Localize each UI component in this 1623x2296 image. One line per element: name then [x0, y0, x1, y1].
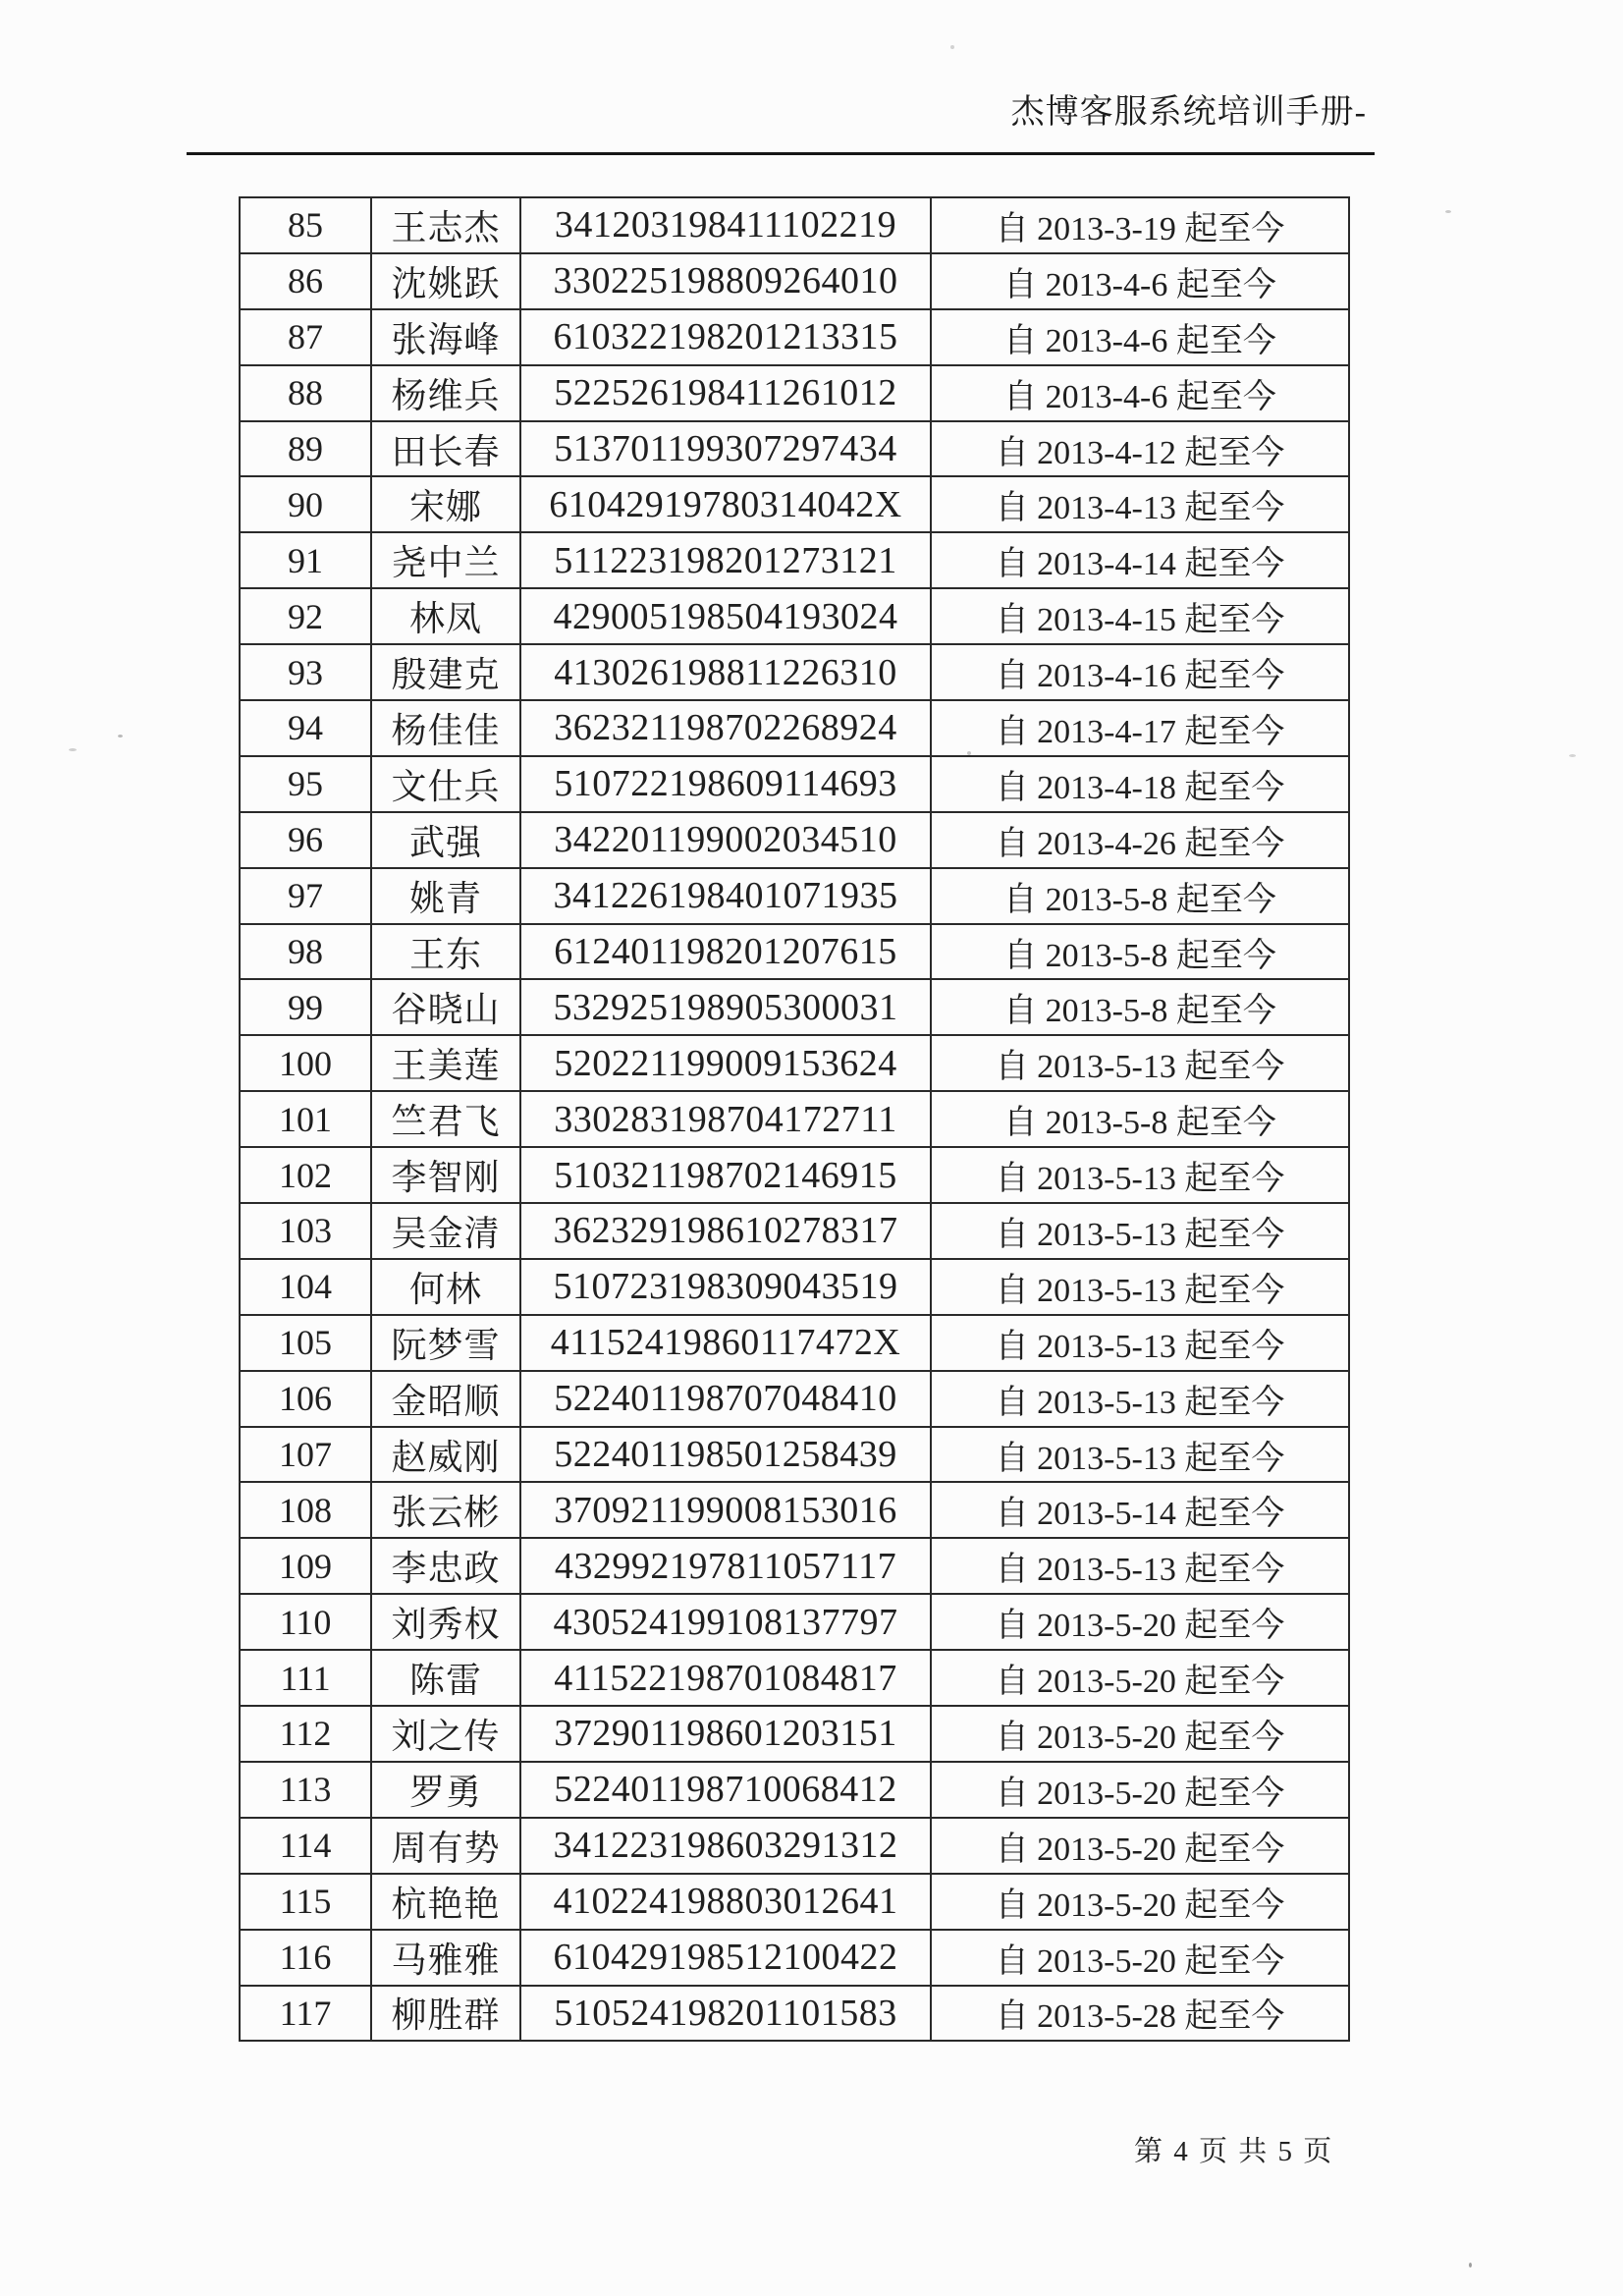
table-row — [240, 1091, 1349, 1147]
row-number-cell: 89 — [240, 421, 371, 477]
table-row — [240, 197, 1349, 253]
name-cell: 尧中兰 — [371, 532, 520, 588]
table-row — [240, 476, 1349, 532]
row-number-cell: 98 — [240, 924, 371, 980]
table-row — [240, 756, 1349, 812]
table-row — [240, 1818, 1349, 1874]
table-row — [240, 1762, 1349, 1818]
name-cell: 姚青 — [371, 868, 520, 924]
period-cell: 自 2013-5-8 起至今 — [931, 868, 1349, 924]
name-cell: 李忠政 — [371, 1538, 520, 1594]
table-row — [240, 309, 1349, 365]
id-number-cell: 522401198501258439 — [520, 1427, 931, 1483]
table-row — [240, 532, 1349, 588]
name-cell: 王美莲 — [371, 1035, 520, 1091]
period-cell: 自 2013-4-18 起至今 — [931, 756, 1349, 812]
period-cell: 自 2013-4-15 起至今 — [931, 588, 1349, 644]
row-number-cell: 112 — [240, 1706, 371, 1762]
table-row — [240, 365, 1349, 421]
period-cell: 自 2013-5-8 起至今 — [931, 979, 1349, 1035]
name-cell: 杭艳艳 — [371, 1874, 520, 1930]
row-number-cell: 104 — [240, 1259, 371, 1315]
name-cell: 罗勇 — [371, 1762, 520, 1818]
id-number-cell: 513701199307297434 — [520, 421, 931, 477]
scan-speck — [1445, 210, 1451, 213]
name-cell: 柳胜群 — [371, 1986, 520, 2042]
period-cell: 自 2013-4-14 起至今 — [931, 532, 1349, 588]
id-number-cell: 610429198512100422 — [520, 1930, 931, 1986]
name-cell: 金昭顺 — [371, 1371, 520, 1427]
name-cell: 沈姚跃 — [371, 253, 520, 309]
table-row — [240, 868, 1349, 924]
scan-speck — [967, 751, 971, 755]
name-cell: 陈雷 — [371, 1650, 520, 1706]
scan-speck — [1469, 2263, 1472, 2268]
name-cell: 杨维兵 — [371, 365, 520, 421]
period-cell: 自 2013-3-19 起至今 — [931, 197, 1349, 253]
row-number-cell: 95 — [240, 756, 371, 812]
table-row — [240, 1259, 1349, 1315]
period-cell: 自 2013-4-17 起至今 — [931, 700, 1349, 756]
id-number-cell: 41152419860117472X — [520, 1315, 931, 1371]
table-row — [240, 1147, 1349, 1203]
id-number-cell: 610322198201213315 — [520, 309, 931, 365]
id-number-cell: 61042919780314042X — [520, 476, 931, 532]
id-number-cell: 510524198201101583 — [520, 1986, 931, 2042]
row-number-cell: 93 — [240, 644, 371, 700]
table-row — [240, 1538, 1349, 1594]
name-cell: 竺君飞 — [371, 1091, 520, 1147]
row-number-cell: 101 — [240, 1091, 371, 1147]
row-number-cell: 113 — [240, 1762, 371, 1818]
name-cell: 谷晓山 — [371, 979, 520, 1035]
document-header-title: 杰博客服系统培训手册- — [1010, 94, 1367, 131]
table-row — [240, 1986, 1349, 2042]
name-cell: 王东 — [371, 924, 520, 980]
period-cell: 自 2013-5-13 起至今 — [931, 1147, 1349, 1203]
id-number-cell: 330283198704172711 — [520, 1091, 931, 1147]
name-cell: 宋娜 — [371, 476, 520, 532]
id-number-cell: 522401198707048410 — [520, 1371, 931, 1427]
row-number-cell: 92 — [240, 588, 371, 644]
table-row — [240, 1650, 1349, 1706]
id-number-cell: 510321198702146915 — [520, 1147, 931, 1203]
row-number-cell: 100 — [240, 1035, 371, 1091]
name-cell: 何林 — [371, 1259, 520, 1315]
table-row — [240, 1427, 1349, 1483]
table-row — [240, 979, 1349, 1035]
table-row — [240, 421, 1349, 477]
scan-speck — [950, 45, 954, 49]
footer-page-indicator: 第 4 页 共 5 页 — [1134, 2136, 1334, 2167]
header-divider-line — [187, 152, 1375, 155]
period-cell: 自 2013-5-20 起至今 — [931, 1818, 1349, 1874]
table-row — [240, 644, 1349, 700]
period-cell: 自 2013-5-28 起至今 — [931, 1986, 1349, 2042]
table-row — [240, 924, 1349, 980]
period-cell: 自 2013-4-6 起至今 — [931, 309, 1349, 365]
period-cell: 自 2013-5-13 起至今 — [931, 1315, 1349, 1371]
id-number-cell: 432992197811057117 — [520, 1538, 931, 1594]
period-cell: 自 2013-5-13 起至今 — [931, 1427, 1349, 1483]
row-number-cell: 116 — [240, 1930, 371, 1986]
row-number-cell: 91 — [240, 532, 371, 588]
roster-table-body — [240, 197, 1349, 2041]
row-number-cell: 105 — [240, 1315, 371, 1371]
row-number-cell: 110 — [240, 1594, 371, 1650]
id-number-cell: 510723198309043519 — [520, 1259, 931, 1315]
period-cell: 自 2013-5-20 起至今 — [931, 1650, 1349, 1706]
period-cell: 自 2013-5-13 起至今 — [931, 1259, 1349, 1315]
period-cell: 自 2013-5-13 起至今 — [931, 1203, 1349, 1259]
name-cell: 马雅雅 — [371, 1930, 520, 1986]
name-cell: 林凤 — [371, 588, 520, 644]
period-cell: 自 2013-5-14 起至今 — [931, 1482, 1349, 1538]
id-number-cell: 429005198504193024 — [520, 588, 931, 644]
scan-speck — [69, 748, 77, 751]
id-number-cell: 330225198809264010 — [520, 253, 931, 309]
row-number-cell: 109 — [240, 1538, 371, 1594]
period-cell: 自 2013-4-6 起至今 — [931, 253, 1349, 309]
period-cell: 自 2013-4-13 起至今 — [931, 476, 1349, 532]
row-number-cell: 96 — [240, 812, 371, 868]
id-number-cell: 411522198701084817 — [520, 1650, 931, 1706]
id-number-cell: 372901198601203151 — [520, 1706, 931, 1762]
id-number-cell: 410224198803012641 — [520, 1874, 931, 1930]
row-number-cell: 117 — [240, 1986, 371, 2042]
id-number-cell: 341226198401071935 — [520, 868, 931, 924]
row-number-cell: 88 — [240, 365, 371, 421]
period-cell: 自 2013-5-8 起至今 — [931, 1091, 1349, 1147]
name-cell: 吴金清 — [371, 1203, 520, 1259]
period-cell: 自 2013-5-8 起至今 — [931, 924, 1349, 980]
id-number-cell: 362329198610278317 — [520, 1203, 931, 1259]
id-number-cell: 341223198603291312 — [520, 1818, 931, 1874]
scan-speck — [1569, 754, 1576, 757]
name-cell: 武强 — [371, 812, 520, 868]
id-number-cell: 532925198905300031 — [520, 979, 931, 1035]
period-cell: 自 2013-4-26 起至今 — [931, 812, 1349, 868]
id-number-cell: 520221199009153624 — [520, 1035, 931, 1091]
table-row — [240, 1874, 1349, 1930]
row-number-cell: 99 — [240, 979, 371, 1035]
id-number-cell: 522401198710068412 — [520, 1762, 931, 1818]
row-number-cell: 94 — [240, 700, 371, 756]
period-cell: 自 2013-5-13 起至今 — [931, 1035, 1349, 1091]
table-row — [240, 1371, 1349, 1427]
id-number-cell: 362321198702268924 — [520, 700, 931, 756]
name-cell: 杨佳佳 — [371, 700, 520, 756]
id-number-cell: 341203198411102219 — [520, 197, 931, 253]
name-cell: 张海峰 — [371, 309, 520, 365]
period-cell: 自 2013-5-13 起至今 — [931, 1538, 1349, 1594]
id-number-cell: 430524199108137797 — [520, 1594, 931, 1650]
period-cell: 自 2013-5-20 起至今 — [931, 1594, 1349, 1650]
id-number-cell: 522526198411261012 — [520, 365, 931, 421]
name-cell: 阮梦雪 — [371, 1315, 520, 1371]
table-row — [240, 700, 1349, 756]
name-cell: 张云彬 — [371, 1482, 520, 1538]
period-cell: 自 2013-4-16 起至今 — [931, 644, 1349, 700]
period-cell: 自 2013-5-20 起至今 — [931, 1930, 1349, 1986]
name-cell: 赵威刚 — [371, 1427, 520, 1483]
period-cell: 自 2013-5-13 起至今 — [931, 1371, 1349, 1427]
period-cell: 自 2013-4-6 起至今 — [931, 365, 1349, 421]
table-row — [240, 1930, 1349, 1986]
name-cell: 田长春 — [371, 421, 520, 477]
period-cell: 自 2013-5-20 起至今 — [931, 1762, 1349, 1818]
row-number-cell: 86 — [240, 253, 371, 309]
name-cell: 刘之传 — [371, 1706, 520, 1762]
table-row — [240, 1315, 1349, 1371]
period-cell: 自 2013-4-12 起至今 — [931, 421, 1349, 477]
table-row — [240, 1203, 1349, 1259]
row-number-cell: 87 — [240, 309, 371, 365]
row-number-cell: 107 — [240, 1427, 371, 1483]
personnel-roster-table — [239, 196, 1350, 2042]
table-row — [240, 253, 1349, 309]
scan-speck — [118, 735, 123, 738]
table-row — [240, 588, 1349, 644]
row-number-cell: 111 — [240, 1650, 371, 1706]
row-number-cell: 102 — [240, 1147, 371, 1203]
id-number-cell: 612401198201207615 — [520, 924, 931, 980]
id-number-cell: 370921199008153016 — [520, 1482, 931, 1538]
table-row — [240, 812, 1349, 868]
name-cell: 文仕兵 — [371, 756, 520, 812]
id-number-cell: 511223198201273121 — [520, 532, 931, 588]
id-number-cell: 510722198609114693 — [520, 756, 931, 812]
name-cell: 王志杰 — [371, 197, 520, 253]
row-number-cell: 108 — [240, 1482, 371, 1538]
id-number-cell: 342201199002034510 — [520, 812, 931, 868]
id-number-cell: 413026198811226310 — [520, 644, 931, 700]
name-cell: 刘秀权 — [371, 1594, 520, 1650]
table-row — [240, 1706, 1349, 1762]
row-number-cell: 85 — [240, 197, 371, 253]
name-cell: 李智刚 — [371, 1147, 520, 1203]
table-row — [240, 1035, 1349, 1091]
table-row — [240, 1594, 1349, 1650]
row-number-cell: 106 — [240, 1371, 371, 1427]
row-number-cell: 90 — [240, 476, 371, 532]
period-cell: 自 2013-5-20 起至今 — [931, 1706, 1349, 1762]
row-number-cell: 114 — [240, 1818, 371, 1874]
name-cell: 殷建克 — [371, 644, 520, 700]
row-number-cell: 97 — [240, 868, 371, 924]
row-number-cell: 103 — [240, 1203, 371, 1259]
period-cell: 自 2013-5-20 起至今 — [931, 1874, 1349, 1930]
row-number-cell: 115 — [240, 1874, 371, 1930]
name-cell: 周有势 — [371, 1818, 520, 1874]
table-row — [240, 1482, 1349, 1538]
